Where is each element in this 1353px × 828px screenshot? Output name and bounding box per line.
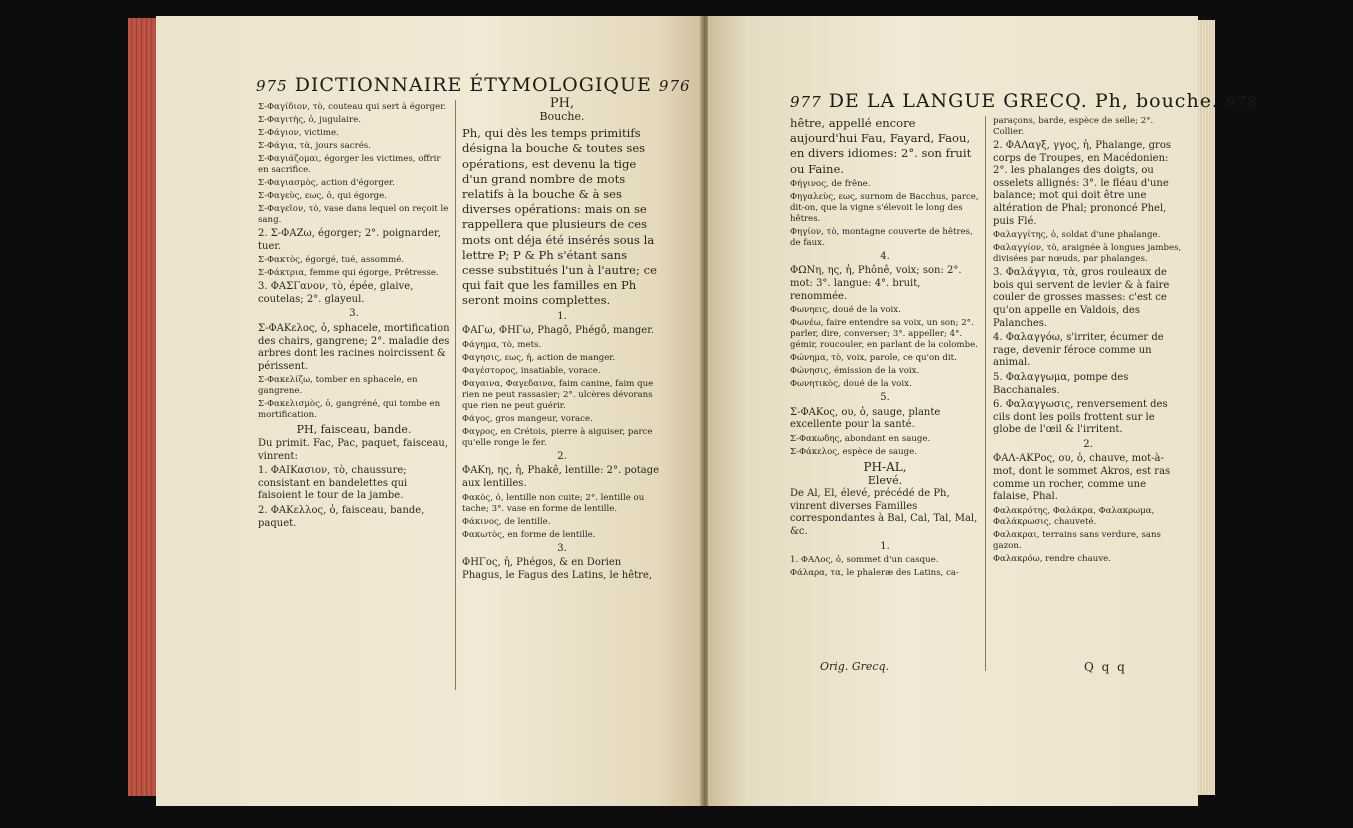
entry: Φαλακρόω, rendre chauve. [993, 553, 1112, 564]
book-edge-right [1195, 20, 1215, 795]
entry: Σ-Φάγια, τὰ, jours sacrés. [258, 141, 371, 151]
page-footer: Orig. Grecq. [820, 660, 890, 673]
entry: Σ-Φάκελος, espèce de sauge. [790, 446, 917, 457]
section-number: 4. [880, 250, 890, 262]
entry: Φαγέστορος, insatiable, vorace. [462, 365, 601, 376]
right-page [708, 16, 1258, 806]
entry: Σ-ΦΑΚος, ου, ὁ, sauge, plante excellente pour la santé. [790, 406, 941, 431]
right-page-number-2: 978 [1226, 93, 1258, 111]
left-page-header [256, 74, 691, 96]
right-header-title: DE LA LANGUE GRECQ. Ph, bouche. [828, 90, 1219, 112]
entry: Φάγημα, τὸ, mets. [462, 339, 542, 350]
entry: Φακωτὸς, en forme de lentille. [462, 529, 596, 540]
entry: Φαλακραι, terrains sans verdure, sans gazon. [993, 529, 1161, 551]
section-number: 2. [1083, 438, 1093, 450]
entry: 1. ΦΑΛος, ὁ, sommet d'un casque. [790, 555, 939, 566]
left-column-1 [258, 102, 450, 532]
right-page-header [790, 90, 1258, 112]
entry: 6. Φαλαγγωσις, renversement des cils dont les poils frottent sur le globe de l'œil & l'irritent. [993, 399, 1168, 436]
entry: Σ-Φάγιον, victime. [258, 128, 339, 138]
section-subtitle: Elevé. [867, 473, 903, 487]
entry: 2. ΦΑΚελλος, ὁ, faisceau, bande, paquet. [258, 504, 425, 529]
section-title: PH, faisceau, bande. [296, 423, 412, 437]
entry: Σ-Φαγεῖον, τὸ, vase dans lequel on reçoit le sang. [258, 204, 449, 225]
section-subtitle: Bouche. [539, 109, 585, 123]
entry: Σ-Φαγιάζομαι, égorger les victimes, offrir en sacrifice. [258, 154, 441, 175]
entry: 5. Φαλαγγωμα, pompe des Bacchanales. [993, 371, 1129, 396]
entry: ΦΗΓος, ἡ, Phégos, & en Dorien Phagus, le Fagus des Latins, le hêtre, [462, 557, 653, 581]
entry: Σ-ΦΑΚελος, ὁ, sphacele, mortification des chairs, gangrene; 2°. maladie des arbres dont les racines noircissent & périssent. [258, 322, 450, 372]
entry: Σ-Φαγεὺς, εως, ὁ, qui égorge. [258, 191, 387, 201]
entry: 2. ΦΑΛαγξ, γγος, ἡ, Phalange, gros corps de Troupes, en Macédonien: 2°. les phalanges des doigts, ou osselets allignés: 3°. le fléau d'une balance; mot qui doit être une altération de Phal; prononcé Phel, puis Flé. [993, 140, 1171, 227]
book-edge [128, 18, 156, 796]
entry: Φαλαγγίτης, ὁ, soldat d'une phalange. [993, 230, 1161, 241]
paragraph: Ph, qui dès les temps primitifs désigna la bouche & toutes ses opérations, est devenu la tige d'un grand nombre de mots relatifs à la bouche & à ses diverses opérations: mais on se rappellera que plusieurs de ces mots ont déja été insérés sous la lettre P; P & Ph s'étant sans cesse substitués l'un à l'autre; ce qui fait que les familles en Ph seront moins complettes. [462, 126, 657, 308]
entry: 1. ΦΑΙΚασιον, τὸ, chaussure; consistant en bandelettes qui faisoient le tour de la jambe. [258, 465, 408, 502]
right-page-number: 977 [790, 93, 822, 111]
entry: paraçons, barde, espèce de selle; 2°. Collier. [993, 116, 1154, 137]
column-rule [985, 116, 986, 671]
entry: Φάλαρα, τα, le phaleræ des Latins, ca- [790, 568, 959, 579]
entry: Φήγινος, de frêne. [790, 178, 871, 189]
entry: 3. ΦΑΣΓανον, τὸ, épée, glaive, coutelas; 2°. glayeul. [258, 281, 414, 305]
entry: Du primit. Fac, Pac, paquet, faisceau, vinrent: [258, 437, 449, 462]
column-rule [455, 100, 456, 690]
left-column-2 [462, 98, 662, 584]
entry: ΦΑΛ-ΑΚΡος, ου, ὁ, chauve, mot-à-mot, dont le sommet Akros, est ras comme un rocher, comme une falaise, Phal. [993, 453, 1171, 503]
entry: Φακὸς, ὁ, lentille non cuite; 2°. lentille ou tache; 3°. vase en forme de lentille. [462, 492, 645, 514]
entry: Σ-Φακελίζω, tomber en sphacele, en gangrene. [258, 375, 418, 397]
left-page-number-2: 976 [658, 77, 691, 95]
entry: 4. Φαλαγγόω, s'irriter, écumer de rage, devenir féroce comme un animal. [993, 332, 1164, 369]
entry: Σ-Φαγίδιον, τὸ, couteau qui sert à égorger. [258, 102, 447, 112]
entry: Φαγησις, εως, ἡ, action de manger. [462, 352, 616, 363]
entry: Φωνητικὸς, doué de la voix. [790, 379, 912, 390]
entry: Σ-Φακελισμὸς, ὁ, gangréné, qui tombe en mortification. [258, 399, 441, 421]
entry: 2. Σ-ΦΑΖω, égorger; 2°. poignarder, tuer. [258, 228, 441, 252]
section-number: 1. [880, 540, 890, 552]
entry: ΦΩΝη, ης, ἡ, Phônê, voix; son: 2°. mot: 3°. langue: 4°. bruit, renommée. [790, 265, 962, 302]
entry: Σ-Φαγιασμὸς, action d'égorger. [258, 178, 395, 188]
right-column-1 [790, 116, 980, 581]
entry: Φαγαινα, Φαγεδαινα, faim canine, faim que rien ne peut rassasier; 2°. ulcères dévorans que rien ne peut guérir. [462, 378, 654, 411]
entry: Φωνέω, faire entendre sa voix, un son; 2°. parler, dire, converser; 3°. appeller; 4°. gémir, roucouler, en parlant de la colombe. [790, 318, 978, 351]
section-title: PH, [549, 96, 575, 111]
section-number: 3. [349, 308, 359, 320]
section-number: 3. [557, 542, 567, 554]
entry: Σ-Φακτὸς, égorgé, tué, assommé. [258, 255, 405, 266]
entry: ΦΑΓω, ΦΗΓω, Phagô, Phégô, manger. [462, 325, 655, 337]
right-column-2 [993, 116, 1183, 567]
entry: Φάγος, gros mangeur, vorace. [462, 413, 593, 424]
section-number: 5. [880, 392, 890, 404]
paragraph: De Al, El, élevé, précédé de Ph, vinrent diverses Familles correspondantes à Bal, Cal, Tal, Mal, &c. [790, 488, 978, 537]
left-header-title: DICTIONNAIRE ÉTYMOLOGIQUE [294, 74, 652, 96]
signature-mark: Q q q [1084, 660, 1127, 674]
section-number: 1. [557, 310, 567, 322]
entry: Φαγρος, en Crétois, pierre à aiguiser, parce qu'elle ronge le fer. [462, 426, 653, 448]
entry: Φώνησις, émission de la voix. [790, 366, 920, 377]
left-page-number: 975 [256, 77, 288, 95]
entry: Σ-Φάκτρια, femme qui égorge, Prêtresse. [258, 268, 439, 279]
entry: Φώνημα, τὸ, voix, parole, ce qu'on dit. [790, 353, 957, 364]
entry: Φαλαγγίον, τὸ, araignée à longues jambes, divisées par nœuds, par phalanges. [993, 243, 1182, 265]
entry: Σ-Φακωδης, abondant en sauge. [790, 433, 931, 444]
left-page [156, 16, 702, 806]
entry: ΦΑΚη, ης, ἡ, Phakê, lentille: 2°. potage aux lentilles. [462, 465, 660, 489]
entry: Φάκινος, de lentille. [462, 516, 551, 527]
entry: Σ-Φαγιτὴς, ὁ, jugulaire. [258, 115, 361, 125]
section-title: PH-AL, [863, 459, 907, 474]
entry: Φαλακρότης, Φαλάκρα, Φαλακρωμα, Φαλάκρωσις, chauveté. [993, 505, 1155, 527]
entry: 3. Φαλάγγια, τὰ, gros rouleaux de bois qui servent de levier & à faire couler de grosses masses: c'est ce qu'on appelle en Valdois, des Palanches. [993, 267, 1170, 329]
entry: Φηγαλεὺς, εως, surnom de Bacchus, parce, dit-on, que la vigne s'élevoit le long des hêtres. [790, 191, 979, 224]
entry: Φηγίον, τὸ, montagne couverte de hêtres, de faux. [790, 226, 973, 248]
entry: Φωνηεις, doué de la voix. [790, 305, 901, 316]
paragraph: hêtre, appellé encore aujourd'hui Fau, Fayard, Faou, en divers idiomes: 2°. son fruit ou Faine. [790, 116, 972, 176]
section-number: 2. [557, 450, 567, 462]
